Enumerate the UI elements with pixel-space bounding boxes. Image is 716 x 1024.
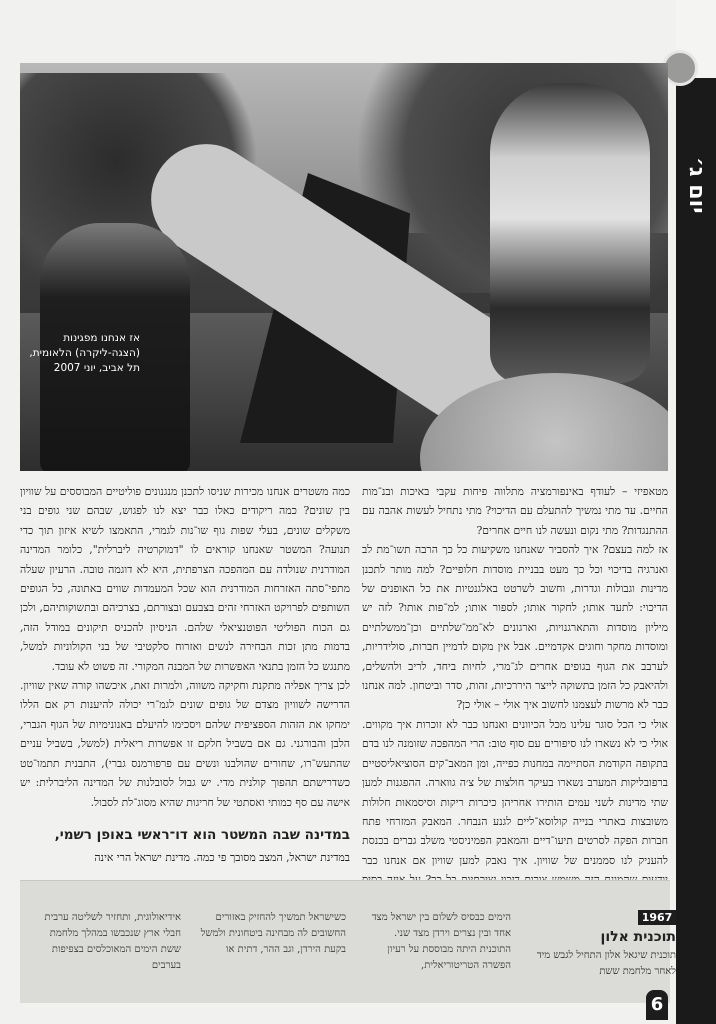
protest-photo <box>20 63 668 471</box>
timeline-text-col4: אידיאולוגית, ותחזיר לשליטה ערבית חבלי ארץ שנכבשו במהלך מלחמת ששת הימים המאוכלסים בצפיפות בערבים <box>44 912 181 971</box>
article-column-left <box>20 482 350 812</box>
timeline-text-col3: כשישראל תמשיך להחזיק באזורים החשובים לה מבחינה ביטחונית ולמשל בקעת הירדן, וגב ההר, דתית או <box>200 912 346 955</box>
paragraph: כמה משטרים אנחנו מכירות שניסו לתכנן מנגנונים פוליטיים המבוססים על שוויון בין שונים? כמה ריקודים כאלו כבר יצא לנו לפגוש, שבהם שני גופים בני משקלים שונים, בעלי שפות גוף שו־נות לגמרי, התאמצו לשיא איזון תוך כדי תנועה? המשטר שאנחנו קוראים לו "דמוקרטיה ליברלית", כלומר המדינה המודרנית שנולדה עם המהפכה הצרפתית, היא לא דוגמה טובה. הרעיון שעלה מתפי־סתה האזרחות המודרנית הוא שכל המעמדות שווים באתונה, כל הגופים השותפים לפרויקט האזרחי זהים בצבעם ובצורתם, בצרכיהם ובתשוקותיהם, ולכן גם הכוח הפוליטי הפוטנציאלי שלהם. הניסיון להכניס תיקונים במודל הזה, בדמות מתן זכות הבחירה לנשים ואזרוח סלקטיבי של בני הקולוניות למשל, מתנגש כל הזמן בתנאי האפשרות של המבנה המקורי. זה פשוט לא עובד. <box>20 485 350 673</box>
paragraph: מטאפיזי – לעודף באינפורמציה מתלווה פיחות עקבי באיכות ובנ־מות החיים. עד מתי נמשיך להתעלם עם הדיכוי? מתי נתחיל לעשות אהבה עם ההתנגדות? מתי נקום ונעשה לנו חיים אחרים? <box>362 485 668 537</box>
subheading: במדינה שבה המשטר הוא דו־ראשי באופן רשמי, <box>54 827 350 843</box>
page-number: 6 <box>646 990 668 1020</box>
paragraph: לכן צריך אפליה מתקנת וחקיקה משווה, ולמרות זאת, איכשהו קורה שאין שוויון. הדרישה לשוויון מצדם של גופים שונים לגמ־רי יכולה להיענות רק אם הללו ימחקו את הזהות הספציפית שלהם ויסכימו להיעלם באנונימיות של הגוף הגברי, הלבן והבורגני. גם אם בשביל חלקם זו אפשרות ריאלית (למשל, בשביל עניים שהתעש־רו, שחורים שהולבנו ונשים עם פרפורמנס גברי), התבנית תתמו־טט כשדרישתם תהפוך קולנית מדי. יש גבול לסובלנות של המדינה הליברלית: יש אישה עם סף כמותי ואסתטי של חריגות שהיא מסוג־לת לסבול. <box>20 679 350 809</box>
photo-dancer <box>490 83 650 383</box>
timeline-year: 1967 <box>638 910 676 925</box>
subheading-continuation: במדינת ישראל, המצב מסובך פי כמה. מדינת ישראל הרי אינה <box>94 851 350 864</box>
timeline-text-col1: תוכנית שיגאל אלון התחיל לגבש מיד לאחר מלחמת ששת <box>536 950 676 977</box>
timeline-title: תוכנית אלון <box>600 929 676 945</box>
timeline-text-col2: הימים כבסיס לשלום בין ישראל מצד אחד ובין נצרים וירדן מצד שני. התוכנית היתה מבוססת על רעיון הפשרה הטריטוריאלית, <box>371 912 511 971</box>
article-column-right <box>362 482 668 909</box>
section-tab-label: יום ג׳ <box>684 156 709 214</box>
paragraph: אז למה בעצם? איך להסביר שאנחנו משקיעות כל כך הרבה תשו־מת לב ואנרגיה בדיכוי וכל כך מעט בבניית מוסדות חלופיים? למה מותר לתכנן מדינות וגבולות וגדרות, וחשוב לשרטט באלגנטיות את כל האופנים של הדיכוי: לתעד אותו; לחקור אותו; לספור אותו; למ־פות אותו? לזה יש מיליון מוסדות והתארגנויות, וארגונים לא־ממ־שלתיים וכן־ממשלתיים ומוסדות מחקר וחוגים אקדמיים. אבל אין מקום לדמיין חברות, סולידריות, לערבב את הגוף בגופים אחרים לג־מרי, לחיות ביחד, לריב ולהשלים, ולהיאבק כל הזמן בתשוקה לייצר היררכיות, זהות, סדר וביטחון. למה אנחנו כבר לא מרשות לעצמנו לחשוב איך אולי – אולי כן? <box>362 543 668 712</box>
photo-caption: אז אנחנו מפגינות (הצגה-ליקרה) הלאומית, תל אביב, יוני 2007 <box>29 332 140 374</box>
paragraph: אולי כי הכל סוגר עלינו מכל הכיוונים ואנחנו כבר לא זוכרות איך מקווים. אולי כי לא נשארו לנו סיפורים עם סוף טוב: הרי המהפכה שזומנה לנו בדם בתקופה הקודמת הסתיימה במחנות כפייה, ומן המאב־קים הסוציאליסטיים ברפובליקות המערב נשארו בעיקר חולצות של צ׳ה גווארה. ההפגנות למען שתי מדינות לשני עמים הותירו אחריהן כיכרות ריקות וסיסמאות חלולות משובצות באתרי בנייה קולוסא־ליים לגנע הנבחר. המאבק המזרחי פתח חברות הפקה לסרטים תיעו־דיים והמאבק הפמיניסטי משלב גברים בכנסת להעניק לנו סממנים של שוויון. איך נאבק למען שוויון אם אנחנו כבר <box>362 717 668 867</box>
